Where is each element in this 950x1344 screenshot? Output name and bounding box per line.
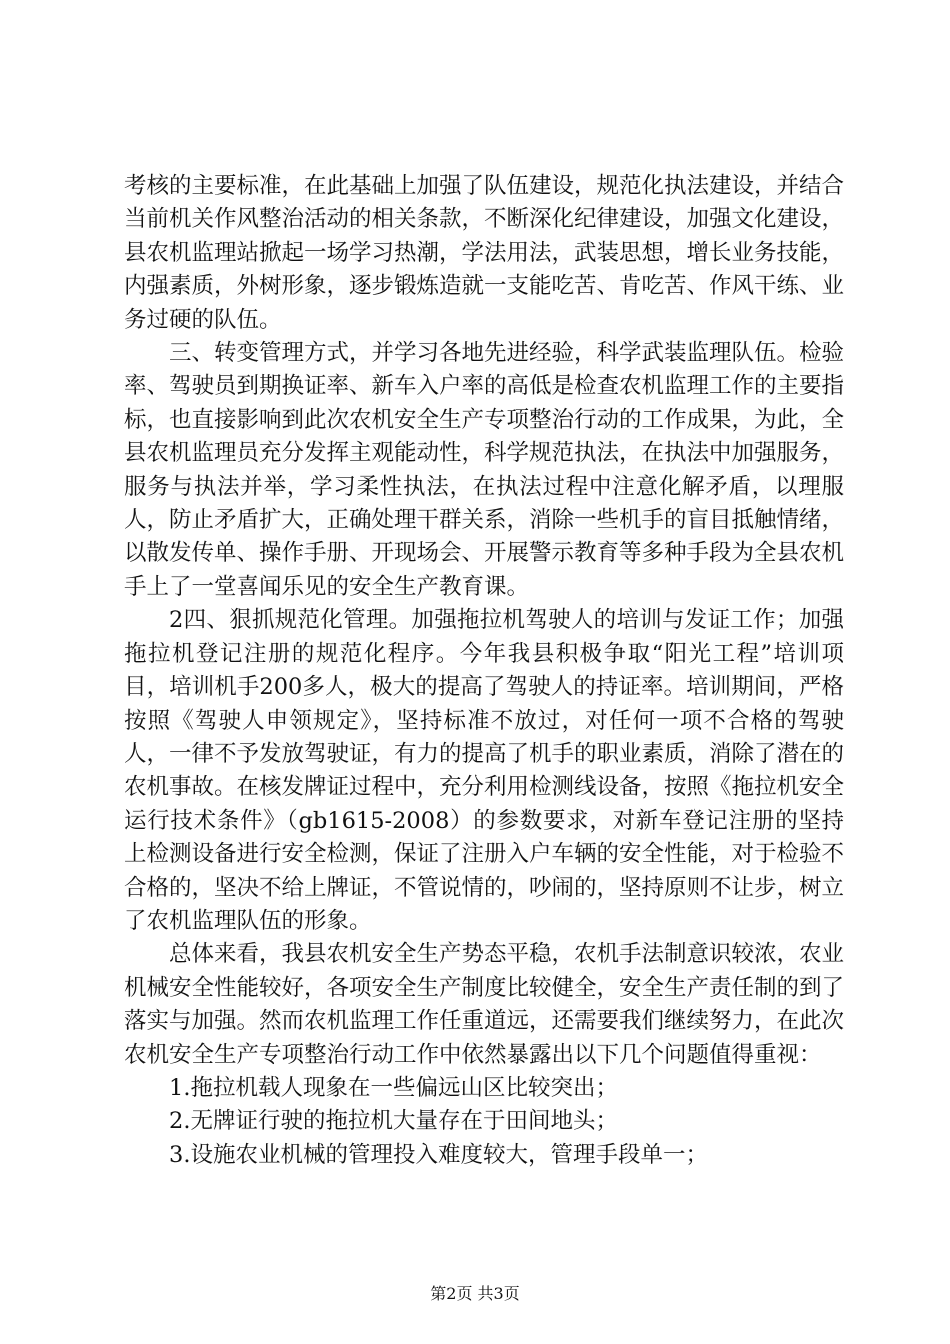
paragraph-3: 2四、狠抓规范化管理。加强拖拉机驾驶人的培训与发证工作；加强拖拉机登记注册的规范化程序。今年我县积极争取“阳光工程”培训项目，培训机手200多人，极大的提高了驾驶人的持证率。培训期间，严格按照《驾驶人申领规定》，坚持标准不放过，对任何一项不合格的驾驶人，一律不予发放驾驶证，有力的提高了机手的职业素质，消除了潜在的农机事故。在核发牌证过程中，充分利用检测线设备，按照《拖拉机安全运行技术条件》（gb1615-2008）的参数要求，对新车登记注册的坚持上检测设备进行安全检测，保证了注册入户车辆的安全性能，对于检验不合格的，坚决不给上牌证，不管说情的，吵闹的，坚持原则不让步，树立了农机监理队伍的形象。 bbox=[124, 607, 845, 934]
list-item-3: 3.设施农业机械的管理投入难度较大，管理手段单一； bbox=[169, 1141, 708, 1168]
list-item-2: 2.无牌证行驶的拖拉机大量存在于田间地头； bbox=[169, 1108, 618, 1135]
paragraph-4: 总体来看，我县农机安全生产势态平稳，农机手法制意识较浓，农业机械安全性能较好，各项安全生产制度比较健全，安全生产责任制的到了落实与加强。然而农机监理工作任重道远，还需要我们继续努力，在此次农机安全生产专项整治行动工作中依然暴露出以下几个问题值得重视： bbox=[124, 941, 845, 1068]
page-number-label: 第2页 共3页 bbox=[430, 1284, 520, 1303]
page-footer bbox=[0, 1284, 950, 1304]
document-body bbox=[124, 170, 844, 1172]
paragraph-1: 考核的主要标准，在此基础上加强了队伍建设，规范化执法建设，并结合当前机关作风整治活动的相关条款，不断深化纪律建设，加强文化建设，县农机监理站掀起一场学习热潮，学法用法，武装思想，增长业务技能，内强素质，外树形象，逐步锻炼造就一支能吃苦、肯吃苦、作风干练、业务过硬的队伍。 bbox=[124, 173, 845, 333]
paragraph-2: 三、转变管理方式，并学习各地先进经验，科学武装监理队伍。检验率、驾驶员到期换证率、新车入户率的高低是检查农机监理工作的主要指标，也直接影响到此次农机安全生产专项整治行动的工作成果，为此，全县农机监理员充分发挥主观能动性，科学规范执法，在执法中加强服务，服务与执法并举，学习柔性执法，在执法过程中注意化解矛盾，以理服人，防止矛盾扩大，正确处理干群关系，消除一些机手的盲目抵触情绪，以散发传单、操作手册、开现场会、开展警示教育等多种手段为全县农机手上了一堂喜闻乐见的安全生产教育课。 bbox=[124, 340, 845, 600]
list-item-1: 1.拖拉机载人现象在一些偏远山区比较突出； bbox=[169, 1074, 618, 1101]
